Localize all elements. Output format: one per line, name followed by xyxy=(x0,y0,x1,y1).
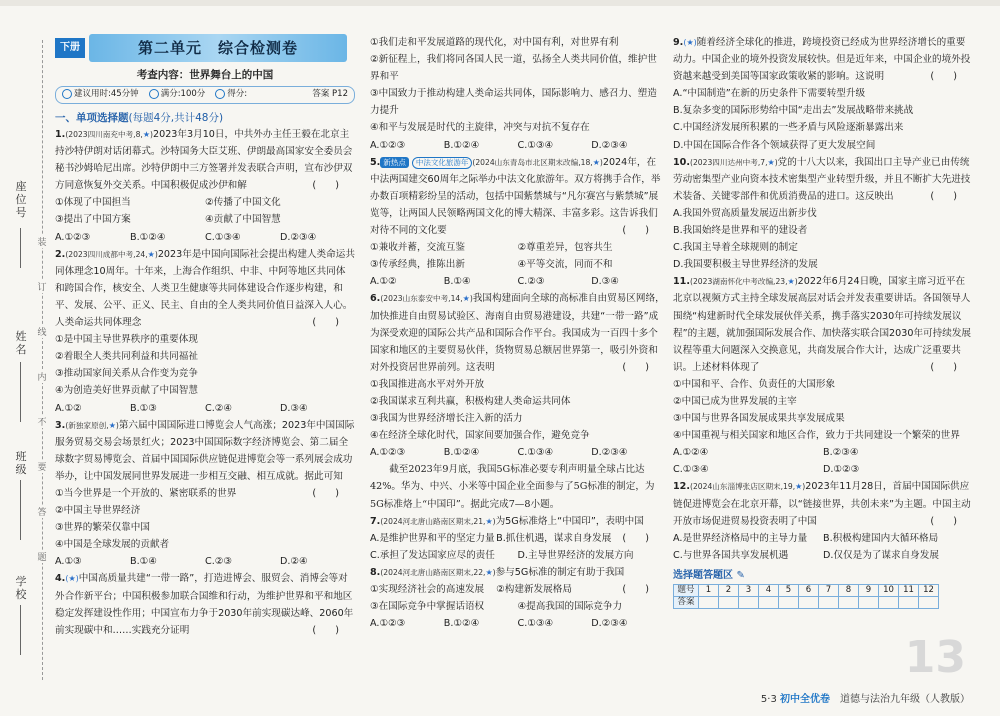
option-b[interactable]: B.我国始终是世界和平的建设者 xyxy=(673,225,808,237)
option-a[interactable]: A.是维护世界和平的坚定力量 xyxy=(370,532,495,544)
star-icon: ★ xyxy=(485,567,493,577)
option-d[interactable]: D.①②③ xyxy=(823,464,860,476)
question-6: 6.(2023山东泰安中考,14,★)我国构建面向全球的高标准自由贸易区网络，加快推进自由贸易试验区、海南自由贸易港建设，共建“一带一路”成为深受欢迎的国际公共产品和国际合作平台。我国成为一百四十多个国家和地区的主要贸易伙伴，货物贸易总额居世界第一，吸引外资和对外投资居世界前列。这表明 ( ) ①我国推进高水平对外开放 ②我国谋求互利共赢，积极构建人类命运共同体 ③我国为世界经济增长注入新的活力 ④在经济全球化时代，国家间要加强合作，避免竞争 A.①②③ B.①②④ C.①③④ D.②③④ xyxy=(370,290,665,461)
binding-margin xyxy=(0,0,52,716)
answer-cell[interactable] xyxy=(899,596,919,608)
school-label: 学校 xyxy=(15,575,27,601)
option-c[interactable]: C.承担了发达国家应尽的责任 xyxy=(370,549,495,561)
option-a[interactable]: A.我国外贸高质量发展迈出新步伐 xyxy=(673,207,817,219)
option-c[interactable]: C.①③④ xyxy=(517,139,554,151)
answer-cell[interactable] xyxy=(779,596,799,608)
option-b[interactable]: B.①③ xyxy=(130,402,157,414)
question-11: 11.(2023湖南怀化中考改编,23,★)2022年6月24日晚，国家主席习近平在北京以视频方式主持全球发展高层对话会并发表重要讲话。各国领导人围绕“构建新时代全球发展伙伴关系，携手落实2030年可持续发展议程”的主题，就加强国际发展合作、加快落实联合国2030年可持续发展议程等重大问题深入交换意见，共商发展合作大计，达成广泛重要共识。上述材料体现了 ( ) ①中国和平、合作、负责任的大国形象 ②中国已成为世界发展的主宰 ③中国与世界各国发展成果共享发展成果 ④中国重视与相关国家和地区合作，致力于共同建设一个繁荣的世界 A.①②④ B.②③④ C.①③④ D.①②③ xyxy=(673,273,973,478)
star-icon: ★ xyxy=(592,157,600,167)
question-2: 2.(2023四川成都中考,24,★)2023年是中国向国际社会提出构建人类命运共同体理念10周年。十年来，上海合作组织、中非、中阿等地区共同体和跨国合作，核安全、人类卫生健康等共同体建设合作逐步构建，和平、发展、公平、正义、民主、自由的全人类共同价值日益深入人心。人类命运共同体理念 ( ) ①是中国主导世界秩序的重要体现 ②着眼全人类共同利益和共同福祉 ③推动国家间关系从合作变为竞争 ④为创造美好世界贡献了中国智慧 A.①② B.①③ C.②④ D.③④ xyxy=(55,246,355,417)
cut-line xyxy=(42,40,43,680)
name-label: 姓名 xyxy=(15,330,27,356)
answer-cell[interactable] xyxy=(919,596,939,608)
cut-word: 订 xyxy=(36,280,48,293)
pen-icon: ✎ xyxy=(736,569,745,581)
question-3: 3.(新独家原创,★)第六届中国国际进口博览会人气高涨；2023年中国国际服务贸易交易会场景红火；2023中国国际数字经济博览会、第二届全球数字贸易博览会、首届中国国际供应链促进博览会等一系列展会成功举办，让中国发展同世界发展进一步相互交融、相互成就。据此可知 ( ) ①当今世界是一个开放的、紧密联系的世界 ②中国主导世界经济 ③世界的繁荣仅靠中国 ④中国是全球发展的贡献者 A.①③ B.①④ C.②③ D.②④ xyxy=(55,417,355,571)
class-line xyxy=(20,480,21,540)
option-b[interactable]: B.抓住机遇，谋求自身发展 xyxy=(496,532,612,544)
answer-cell[interactable] xyxy=(699,596,719,608)
answer-grid xyxy=(673,584,939,609)
full-score-info: 满分:100分 xyxy=(149,86,206,103)
option-a[interactable]: A.①②④ xyxy=(673,447,709,459)
option-a[interactable]: A.①② xyxy=(370,276,397,288)
name-line xyxy=(20,362,21,422)
star-icon: ★ xyxy=(767,157,775,167)
volume-tag: 下册 xyxy=(55,38,85,58)
answer-cell[interactable] xyxy=(819,596,839,608)
answer-cell[interactable] xyxy=(859,596,879,608)
seat-number-line xyxy=(20,228,21,268)
exam-meta-bar xyxy=(55,86,355,104)
cut-word: 内 xyxy=(36,370,48,383)
score-icon xyxy=(149,89,159,99)
option-b[interactable]: B.复杂多变的国际形势给中国“走出去”发展战略带来挑战 xyxy=(673,105,914,117)
option-a[interactable]: A.“中国制造”在新的历史条件下需要转型升级 xyxy=(673,88,866,100)
star-icon: (★) xyxy=(65,574,79,584)
question-8: 8.(2024河北唐山路南区期末,22,★)参与5G标准的制定有助于我国 ( ) ①实现经济社会的高速发展 ②构建新发展格局 ③在国际竞争中掌握话语权 ④提高我国的国际竞争力 A.①②③ B.①②④ C.①③④ D.②③④ xyxy=(370,564,665,632)
title-banner xyxy=(55,34,355,64)
question-7: 7.(2024河北唐山路南区期末,21,★)为5G标准烙上“中国印”，表明中国 ( ) A.是维护世界和平的坚定力量 B.抓住机遇，谋求自身发展 C.承担了发达国家应尽的责任 D.主导世界经济的发展方向 xyxy=(370,513,665,564)
option-a[interactable]: A.①②③ xyxy=(370,139,406,151)
question-9: 9.(★)随着经济全球化的推进，跨境投资已经成为世界经济增长的重要动力。中国企业的境外投资发展较快。但是近年来，中国企业的境外投资越来越受到美国等国家政策收紧的影响。这说明 ( ) A.“中国制造”在新的历史条件下需要转型升级 B.复杂多变的国际形势给中国“走出去”发展战略带来挑战 C.中国经济发展所积累的一些矛盾与风险逐渐暴露出来 D.中国在国际合作各个领域获得了更大发展空间 xyxy=(673,34,973,154)
option-d[interactable]: D.主导世界经济的发展方向 xyxy=(517,549,634,561)
cut-word: 题 xyxy=(36,550,48,563)
option-c[interactable]: C.与世界各国共享发展机遇 xyxy=(673,549,789,561)
star-icon: ★ xyxy=(787,277,795,287)
top-strip xyxy=(0,0,1000,6)
option-d[interactable]: D.②③④ xyxy=(280,231,317,243)
answer-area-title: 选择题答题区 ✎ xyxy=(673,569,745,581)
option-b[interactable]: B.①②④ xyxy=(443,618,480,630)
seat-number-label: 座位号 xyxy=(15,180,27,219)
option-d[interactable]: D.仅仅是为了谋求自身发展 xyxy=(823,549,939,561)
footer: 5·3 初中全优卷 道德与法治九年级（人教版） xyxy=(760,694,970,705)
answer-cell[interactable] xyxy=(799,596,819,608)
answer-reference: 答案 P12 xyxy=(312,89,348,100)
option-a[interactable]: A.是世界经济格局中的主导力量 xyxy=(673,532,808,544)
answer-cell[interactable] xyxy=(739,596,759,608)
option-a[interactable]: A.①③ xyxy=(55,556,82,568)
option-d[interactable]: D.③④ xyxy=(591,276,619,288)
option-a[interactable]: A.①② xyxy=(55,402,82,414)
option-d[interactable]: D.②③④ xyxy=(591,618,628,630)
star-icon: ★ xyxy=(485,516,493,526)
shared-material: 截至2023年9月底，我国5G标准必要专利声明量全球占比达42%。华为、中兴、小米等中国企业全面参与了5G标准的制定，为5G标准烙上“中国印”。据此完成7—8小题。 xyxy=(370,464,655,510)
cut-word: 答 xyxy=(36,505,48,518)
school-line xyxy=(20,605,21,655)
star-icon: ★ xyxy=(147,249,155,259)
option-b[interactable]: B.①②④ xyxy=(443,139,480,151)
question-1: 1.(2023四川南充中考,8,★)2023年3月10日，中共外办主任王毅在北京主持沙特伊朗对话闭幕式。沙特国务大臣艾班、伊朗最高国家安全委员会秘书沙姆哈尼出席。沙特伊朗中三方签署并发表联合声明，宣布沙伊双方同意恢复外交关系。中国积极促成沙伊和解 ( ) ①体现了中国担当 ②传播了中国文化 ③提出了中国方案 ④贡献了中国智慧 A.①②③ B.①②④ C.①③④ D.②③④ xyxy=(55,126,355,246)
option-b[interactable]: B.①④ xyxy=(130,556,157,568)
option-a[interactable]: A.①②③ xyxy=(370,447,406,459)
question-4: 4.(★)中国高质量共建“一带一路”，打造进博会、服贸会、消博会等对外合作新平台；中国积极参加联合国维和行动，为维护世界和平和地区稳定发挥建设性作用；中国宣布力争于2030年前实现碳达峰、2060年前实现碳中和……实践充分证明 ( ) xyxy=(55,573,354,636)
question-12: 12.(2024山东淄博张店区期末,19,★)2023年11月28日，首届中国国际供应链促进博览会在北京开幕，以“链接世界，共创未来”为主题。中国主动开放市场促进贸易投资表明了中国 ( ) A.是世界经济格局中的主导力量 B.积极构建国内大循环格局 C.与世界各国共享发展机遇 D.仅仅是为了谋求自身发展 xyxy=(673,478,973,563)
star-icon: ★ xyxy=(462,294,470,304)
topic-badge: 中法文化旅游年 xyxy=(412,157,473,169)
option-c[interactable]: C.①③④ xyxy=(205,231,241,243)
cut-word: 不 xyxy=(36,415,48,428)
option-c[interactable]: C.②③ xyxy=(517,276,545,288)
option-d[interactable]: D.②③④ xyxy=(591,447,628,459)
option-b[interactable]: B.①②④ xyxy=(443,447,480,459)
page-number: 13 xyxy=(904,632,966,683)
exam-title: 第二单元 综合检测卷 xyxy=(89,34,347,62)
option-c[interactable]: C.②③ xyxy=(205,556,232,568)
cut-word: 装 xyxy=(36,235,48,248)
option-d[interactable]: D.我国要积极主导世界经济的发展 xyxy=(673,259,818,271)
column-3 xyxy=(673,34,973,609)
option-c[interactable]: C.中国经济发展所积累的一些矛盾与风险逐渐暴露出来 xyxy=(673,122,904,134)
option-b[interactable]: B.①②④ xyxy=(130,231,166,243)
option-c[interactable]: C.我国主导着全球规则的制定 xyxy=(673,242,798,254)
cut-word: 线 xyxy=(36,325,48,338)
exam-content: 考查内容：世界舞台上的中国 xyxy=(136,69,274,81)
option-d[interactable]: D.③④ xyxy=(280,402,308,414)
class-label: 班级 xyxy=(15,450,27,476)
hot-topic-badge: 新热点 xyxy=(380,157,409,168)
answer-cell[interactable] xyxy=(879,596,899,608)
time-info: 建议用时:45分钟 xyxy=(62,86,139,103)
option-c[interactable]: C.②④ xyxy=(205,402,232,414)
star-icon: ★ xyxy=(142,130,151,139)
option-c[interactable]: C.①③④ xyxy=(517,618,554,630)
question-10: 10.(2023四川达州中考,7,★)党的十八大以来，我国出口主导产业已由传统劳动密集型产业向资本技术密集型产业转型升级，并且不断扩大先进技术装备、关键零部件和优质消费品的进口。这反映出 ( ) A.我国外贸高质量发展迈出新步伐 B.我国始终是世界和平的建设者 C.我国主导着全球规则的制定 D.我国要积极主导世界经济的发展 xyxy=(673,154,973,274)
cut-word: 要 xyxy=(36,460,48,473)
column-1 xyxy=(55,34,355,639)
option-c[interactable]: C.①③④ xyxy=(673,464,709,476)
star-icon: (★) xyxy=(683,38,697,47)
question-4-continued: ①我们走和平发展道路的现代化，对中国有利，对世界有利 ②新征程上，我们将同各国人民一道，弘扬全人类共同价值，维护世界和平 ③中国致力于推动构建人类命运共同体，国际影响力、感召力、塑造力提升 ④和平与发展是时代的主旋律，冲突与对抗不复存在 A.①②③ B.①②④ C.①③④ D.②③④ xyxy=(370,34,665,154)
option-c[interactable]: C.①③④ xyxy=(517,447,554,459)
answer-grid-number-row: 题号 1 2 3 4 5 6 7 8 9 10 11 12 xyxy=(674,584,939,596)
star-icon: ★ xyxy=(795,482,803,492)
score-field[interactable]: 得分: xyxy=(215,86,247,103)
column-2 xyxy=(370,34,665,632)
option-d[interactable]: D.②④ xyxy=(280,556,308,568)
answer-cell[interactable] xyxy=(719,596,739,608)
answer-cell[interactable] xyxy=(759,596,779,608)
question-5: 5. 新热点 中法文化旅游年 (2024山东青岛市北区期末改编,18,★)2024年，在中法两国建交60周年之际举办中法文化旅游年。双方将携手合作，举办数百项精彩纷呈的活动，包括中国紫禁城与“凡尔赛宫与紫禁城”展览等，让两国人民领略两国文化的博大精深、丰富多彩。这告诉我们对待不同的文化要 ( ) ①兼收并蓄，交流互鉴 ②尊重差异，包容共生 ③传承经典，推陈出新 ④平等交流，同而不和 A.①② B.①④ C.②③ D.③④ xyxy=(370,154,665,291)
option-a[interactable]: A.①②③ xyxy=(55,231,91,243)
option-d[interactable]: D.中国在国际合作各个领域获得了更大发展空间 xyxy=(673,139,876,151)
option-b[interactable]: B.①④ xyxy=(443,276,471,288)
answer-cell[interactable] xyxy=(839,596,859,608)
option-b[interactable]: B.积极构建国内大循环格局 xyxy=(823,532,939,544)
answer-grid-answer-row: 答案 xyxy=(674,596,939,608)
star-icon: ★ xyxy=(108,420,116,430)
option-b[interactable]: B.②③④ xyxy=(823,447,859,459)
clock-icon xyxy=(62,89,72,99)
option-d[interactable]: D.②③④ xyxy=(591,139,628,151)
option-a[interactable]: A.①②③ xyxy=(370,618,406,630)
pencil-icon xyxy=(215,89,225,99)
section-heading: 一、单项选择题(每题4分,共计48分) xyxy=(55,112,224,124)
